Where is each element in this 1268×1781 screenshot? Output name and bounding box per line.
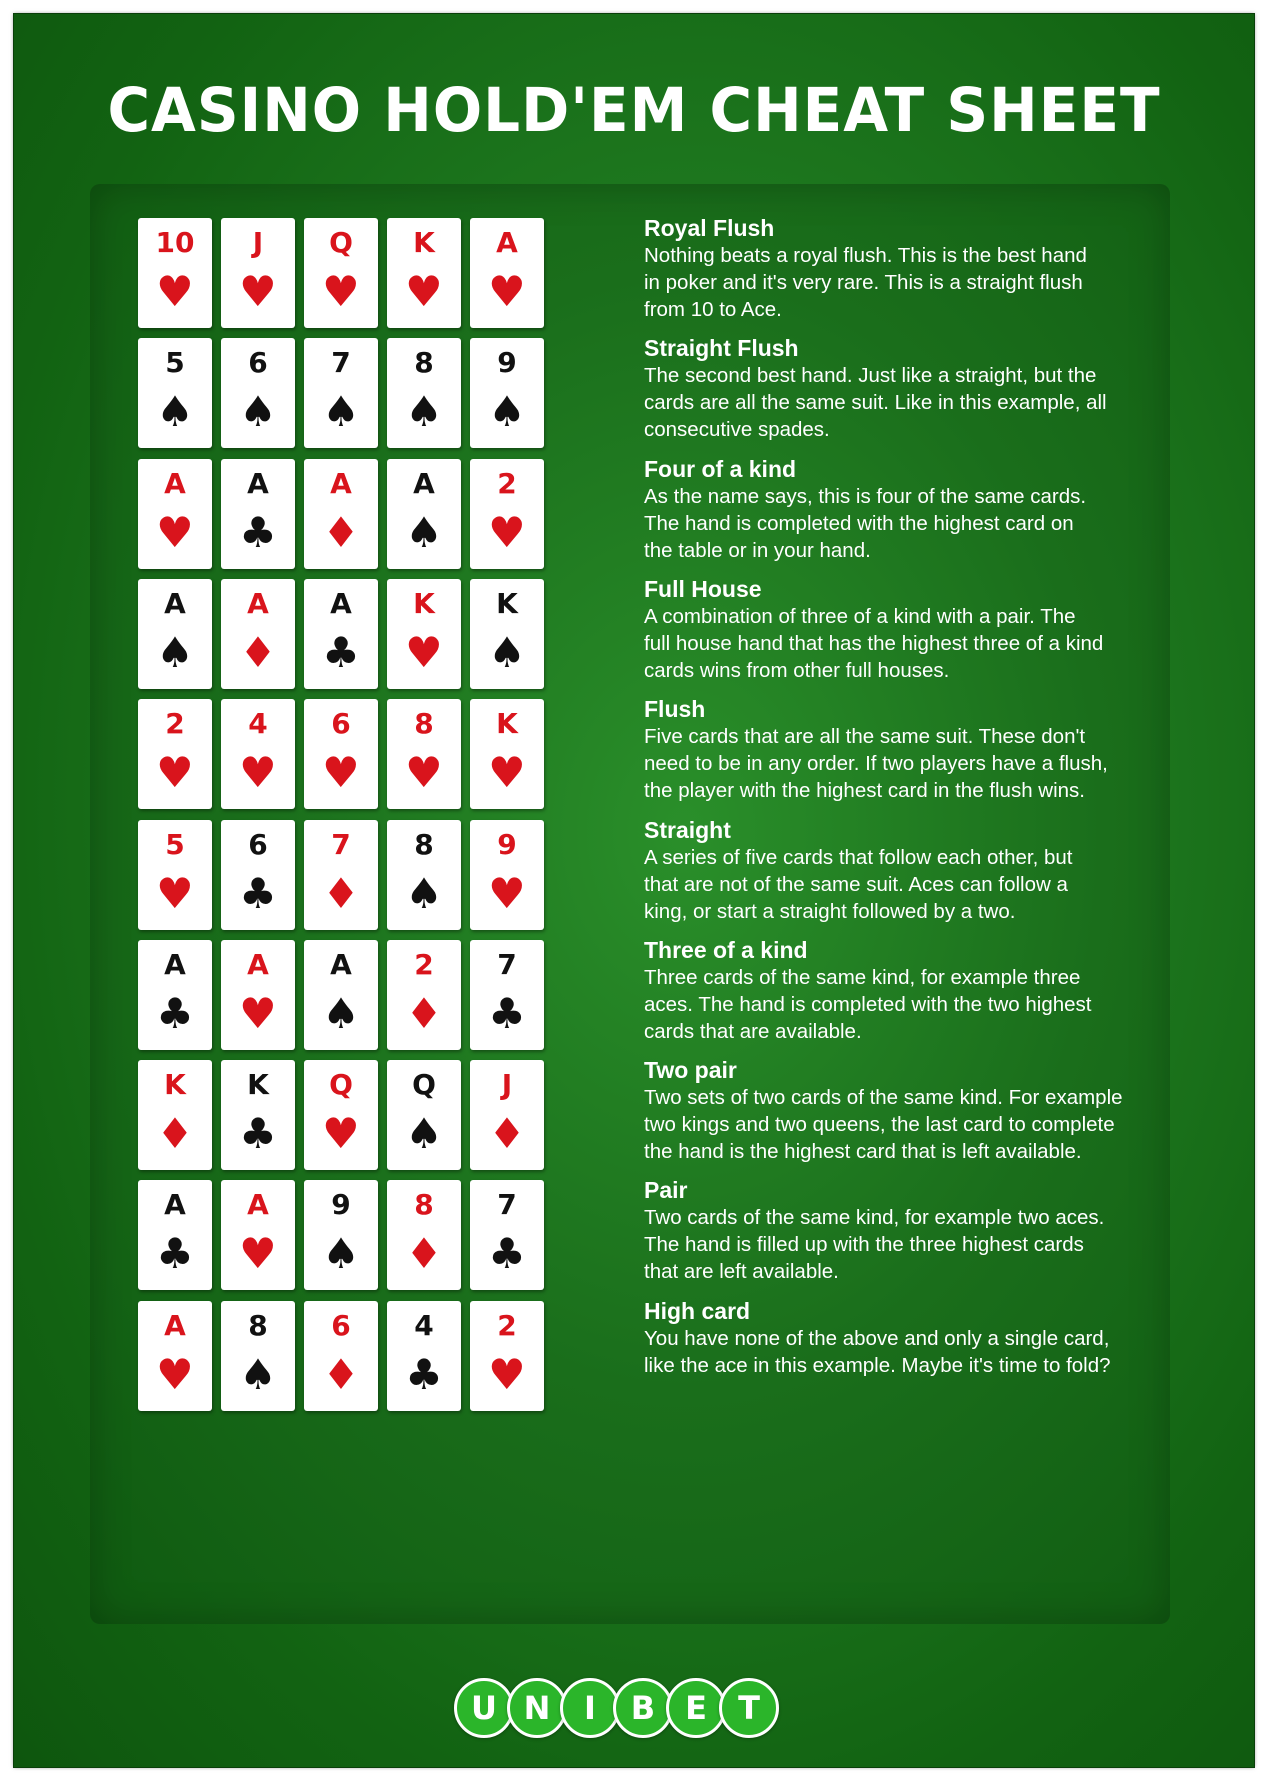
- club-icon: ♣: [156, 1229, 194, 1279]
- playing-card: [470, 218, 544, 328]
- playing-card: [221, 459, 295, 569]
- card-rank: 2: [497, 466, 517, 500]
- hand-description-line: from 10 to Ace.: [644, 298, 782, 321]
- logo-letters: [454, 1674, 814, 1742]
- hand-description-block: [644, 695, 1144, 804]
- playing-card: [387, 1060, 461, 1170]
- hand-description-line: A combination of three of a kind with a pair. The: [644, 604, 1076, 628]
- card-rank: J: [252, 226, 264, 259]
- card-rank: 8: [414, 1188, 434, 1222]
- spade-icon: ♠: [405, 1109, 443, 1159]
- heart-icon: ♥: [156, 507, 194, 557]
- hand-description-block: [644, 334, 1144, 443]
- hand-description-line: cards that are available.: [644, 1019, 862, 1043]
- card-rank: A: [247, 466, 269, 500]
- playing-card: [304, 218, 378, 328]
- playing-card: [387, 459, 461, 569]
- hand-description-line: Two cards of the same kind, for example two aces.: [644, 1206, 1105, 1230]
- playing-card: [138, 699, 212, 809]
- playing-card: [470, 820, 544, 930]
- playing-card: [221, 940, 295, 1050]
- playing-card: [387, 218, 461, 328]
- heart-icon: ♥: [488, 267, 526, 316]
- playing-card: [304, 579, 378, 689]
- hand-name: Straight: [644, 816, 731, 843]
- playing-card: [470, 338, 544, 448]
- playing-card: [221, 1060, 295, 1170]
- hand-description-block: [644, 455, 1144, 564]
- card-rank: K: [496, 586, 518, 620]
- playing-card: [221, 820, 295, 930]
- diamond-icon: ♦: [156, 1109, 194, 1159]
- playing-card: [304, 940, 378, 1050]
- playing-card: [387, 820, 461, 930]
- card-rank: K: [413, 226, 435, 259]
- hand-row: [90, 455, 1170, 571]
- card-rank: Q: [412, 1068, 436, 1102]
- playing-card: [387, 579, 461, 689]
- club-icon: ♣: [488, 1229, 526, 1279]
- heart-icon: ♥: [156, 1349, 194, 1399]
- card-rank: A: [247, 1188, 269, 1222]
- playing-card: [470, 579, 544, 689]
- playing-card: [470, 1301, 544, 1411]
- hands-panel: [90, 184, 1170, 1624]
- card-rank: 5: [165, 827, 185, 861]
- diamond-icon: ♦: [239, 627, 277, 677]
- hand-row: [90, 215, 1170, 330]
- club-icon: ♣: [405, 1349, 443, 1399]
- heart-icon: ♥: [488, 868, 526, 918]
- card-rank: K: [164, 1068, 186, 1102]
- card-rank: 9: [497, 346, 517, 380]
- card-rank: A: [496, 226, 518, 259]
- hand-description-block: [644, 816, 1144, 925]
- logo-letter: B: [613, 1678, 673, 1738]
- playing-card: [304, 338, 378, 448]
- hand-name: Four of a kind: [644, 455, 797, 482]
- spade-icon: ♠: [488, 627, 526, 677]
- playing-card: [387, 940, 461, 1050]
- club-icon: ♣: [239, 507, 277, 557]
- hand-description-line: in poker and it's very rare. This is a straight flush: [644, 271, 1083, 294]
- hand-description-line: The hand is filled up with the three highest cards: [644, 1233, 1084, 1257]
- heart-icon: ♥: [488, 1349, 526, 1399]
- heart-icon: ♥: [405, 748, 443, 798]
- playing-card: [470, 1180, 544, 1290]
- card-rank: 9: [331, 1188, 351, 1222]
- diamond-icon: ♦: [322, 1349, 360, 1399]
- card-rank: A: [330, 947, 352, 981]
- heart-icon: ♥: [239, 988, 277, 1038]
- playing-card: [138, 1060, 212, 1170]
- spade-icon: ♠: [405, 507, 443, 557]
- logo-letter: T: [719, 1678, 779, 1738]
- hand-description-line: Two sets of two cards of the same kind. For example: [644, 1086, 1123, 1110]
- hand-name: Two pair: [644, 1057, 737, 1084]
- playing-card: [138, 820, 212, 930]
- hand-description-line: As the name says, this is four of the same cards.: [644, 484, 1087, 508]
- hand-row: [90, 1177, 1170, 1292]
- hand-description-line: that are not of the same suit. Aces can follow a: [644, 872, 1068, 896]
- diamond-icon: ♦: [322, 868, 360, 918]
- unibet-logo: [14, 1674, 1254, 1742]
- hand-name: Straight Flush: [644, 335, 799, 362]
- playing-card: [304, 820, 378, 930]
- playing-card: [138, 338, 212, 448]
- card-rank: A: [164, 466, 186, 500]
- heart-icon: ♥: [488, 748, 526, 798]
- playing-card: [304, 699, 378, 809]
- spade-icon: ♠: [322, 1229, 360, 1279]
- card-rank: 8: [414, 707, 434, 741]
- hand-description-line: cards are all the same suit. Like in this example, all: [644, 391, 1107, 415]
- hand-description-line: The hand is completed with the highest card on: [644, 511, 1074, 535]
- card-rank: A: [330, 586, 352, 620]
- hand-row: [90, 1057, 1170, 1172]
- heart-icon: ♥: [322, 267, 360, 316]
- card-rank: K: [496, 707, 518, 741]
- card-rank: 8: [414, 346, 434, 380]
- playing-card: [387, 699, 461, 809]
- heart-icon: ♥: [322, 1109, 360, 1159]
- logo-letter: E: [666, 1678, 726, 1738]
- hand-description-line: the hand is the highest card that is left available.: [644, 1140, 1082, 1164]
- playing-card: [221, 1301, 295, 1411]
- playing-card: [387, 338, 461, 448]
- card-rank: A: [164, 586, 186, 620]
- hand-description-line: Nothing beats a royal flush. This is the best hand: [644, 244, 1087, 267]
- hand-row: [90, 1297, 1170, 1413]
- playing-card: [304, 1301, 378, 1411]
- heart-icon: ♥: [156, 267, 194, 316]
- club-icon: ♣: [156, 988, 194, 1038]
- hand-description-block: [644, 936, 1144, 1045]
- heart-icon: ♥: [488, 507, 526, 557]
- club-icon: ♣: [239, 1109, 277, 1159]
- card-rank: J: [501, 1068, 513, 1102]
- playing-card: [221, 218, 295, 328]
- card-rank: Q: [329, 1068, 353, 1102]
- playing-card: [304, 459, 378, 569]
- card-rank: A: [413, 466, 435, 500]
- hand-description-block: [644, 1176, 1144, 1285]
- card-rank: 8: [248, 1308, 268, 1342]
- hand-row: [90, 816, 1170, 932]
- card-rank: Q: [329, 226, 353, 259]
- card-rank: A: [247, 947, 269, 981]
- hand-name: Flush: [644, 696, 706, 723]
- playing-card: [221, 579, 295, 689]
- card-rank: 7: [497, 947, 517, 981]
- diamond-icon: ♦: [405, 1229, 443, 1279]
- hand-name: Three of a kind: [644, 936, 808, 963]
- playing-card: [138, 1301, 212, 1411]
- hand-description-line: the player with the highest card in the flush wins.: [644, 779, 1085, 803]
- heart-icon: ♥: [156, 748, 194, 798]
- hand-description-block: [644, 214, 1144, 323]
- heart-icon: ♥: [405, 627, 443, 677]
- card-rank: 4: [414, 1308, 434, 1342]
- playing-card: [221, 699, 295, 809]
- hand-name: Pair: [644, 1177, 688, 1204]
- hand-description-line: consecutive spades.: [644, 418, 830, 442]
- spade-icon: ♠: [405, 868, 443, 918]
- playing-card: [138, 1180, 212, 1290]
- playing-card: [221, 338, 295, 448]
- card-rank: K: [413, 586, 435, 620]
- playing-card: [304, 1060, 378, 1170]
- heart-icon: ♥: [156, 868, 194, 918]
- diamond-icon: ♦: [405, 988, 443, 1038]
- playing-card: [470, 459, 544, 569]
- playing-card: [221, 1180, 295, 1290]
- heart-icon: ♥: [322, 748, 360, 798]
- club-icon: ♣: [239, 868, 277, 918]
- card-rank: 9: [497, 827, 517, 861]
- card-rank: 4: [248, 707, 268, 741]
- hand-description-line: Five cards that are all the same suit. These don't: [644, 725, 1086, 749]
- hand-description-line: The second best hand. Just like a straight, but the: [644, 364, 1097, 388]
- hand-description-line: the table or in your hand.: [644, 538, 871, 562]
- playing-card: [138, 459, 212, 569]
- playing-card: [138, 940, 212, 1050]
- hand-description-line: A series of five cards that follow each other, but: [644, 845, 1073, 869]
- spade-icon: ♠: [322, 988, 360, 1038]
- spade-icon: ♠: [322, 387, 360, 437]
- spade-icon: ♠: [156, 387, 194, 437]
- cheat-sheet-poster: [14, 14, 1254, 1767]
- spade-icon: ♠: [156, 627, 194, 677]
- hand-description-line: You have none of the above and only a single card,: [644, 1326, 1110, 1350]
- playing-card: [470, 1060, 544, 1170]
- hand-description-block: [644, 575, 1144, 684]
- hand-description-line: need to be in any order. If two players have a flush,: [644, 752, 1108, 776]
- hand-name: Full House: [644, 575, 762, 602]
- card-rank: A: [247, 586, 269, 620]
- spade-icon: ♠: [239, 1349, 277, 1399]
- card-rank: K: [247, 1068, 269, 1102]
- hand-row: [90, 575, 1170, 691]
- hand-row: [90, 335, 1170, 450]
- hand-description-line: cards wins from other full houses.: [644, 658, 950, 682]
- hand-name: High card: [644, 1297, 751, 1324]
- hand-description-line: Three cards of the same kind, for example three: [644, 965, 1081, 989]
- card-rank: A: [164, 947, 186, 981]
- card-rank: 6: [331, 1308, 351, 1342]
- hand-row: [90, 696, 1170, 811]
- hand-name: Royal Flush: [644, 215, 775, 241]
- spade-icon: ♠: [488, 387, 526, 437]
- card-rank: 2: [165, 707, 185, 741]
- poster-title: CASINO HOLD'EM CHEAT SHEET: [107, 74, 1161, 146]
- playing-card: [138, 218, 212, 328]
- card-rank: A: [330, 466, 352, 500]
- heart-icon: ♥: [405, 267, 443, 316]
- hand-row: [90, 936, 1170, 1052]
- hand-description-line: like the ace in this example. Maybe it's time to fold?: [644, 1353, 1111, 1377]
- card-rank: 2: [497, 1308, 517, 1342]
- logo-letter: U: [454, 1678, 514, 1738]
- spade-icon: ♠: [239, 387, 277, 437]
- playing-card: [470, 699, 544, 809]
- playing-card: [470, 940, 544, 1050]
- hand-description-block: [644, 1056, 1144, 1165]
- card-rank: 6: [248, 346, 268, 380]
- hand-description-line: that are left available.: [644, 1260, 839, 1284]
- card-rank: A: [164, 1308, 186, 1342]
- card-rank: 6: [248, 827, 268, 861]
- club-icon: ♣: [322, 627, 360, 677]
- card-rank: 7: [331, 346, 351, 380]
- hand-description-line: full house hand that has the highest three of a kind: [644, 631, 1104, 655]
- card-rank: 10: [155, 226, 195, 259]
- card-rank: 8: [414, 827, 434, 861]
- card-rank: 6: [331, 707, 351, 741]
- hand-description-block: [644, 1297, 1144, 1379]
- club-icon: ♣: [488, 988, 526, 1038]
- card-rank: 5: [165, 346, 185, 380]
- card-rank: 7: [497, 1188, 517, 1222]
- heart-icon: ♥: [239, 748, 277, 798]
- card-rank: A: [164, 1188, 186, 1222]
- card-rank: 7: [331, 827, 351, 861]
- heart-icon: ♥: [239, 267, 277, 316]
- logo-letter: N: [507, 1678, 567, 1738]
- hand-description-line: aces. The hand is completed with the two highest: [644, 992, 1092, 1016]
- playing-card: [387, 1180, 461, 1290]
- spade-icon: ♠: [405, 387, 443, 437]
- playing-card: [387, 1301, 461, 1411]
- diamond-icon: ♦: [488, 1109, 526, 1159]
- hand-description-line: two kings and two queens, the last card to complete: [644, 1113, 1115, 1137]
- card-rank: 2: [414, 947, 434, 981]
- heart-icon: ♥: [239, 1229, 277, 1279]
- playing-card: [304, 1180, 378, 1290]
- playing-card: [138, 579, 212, 689]
- hand-description-line: king, or start a straight followed by a two.: [644, 899, 1016, 923]
- logo-letter: I: [560, 1678, 620, 1738]
- diamond-icon: ♦: [322, 507, 360, 557]
